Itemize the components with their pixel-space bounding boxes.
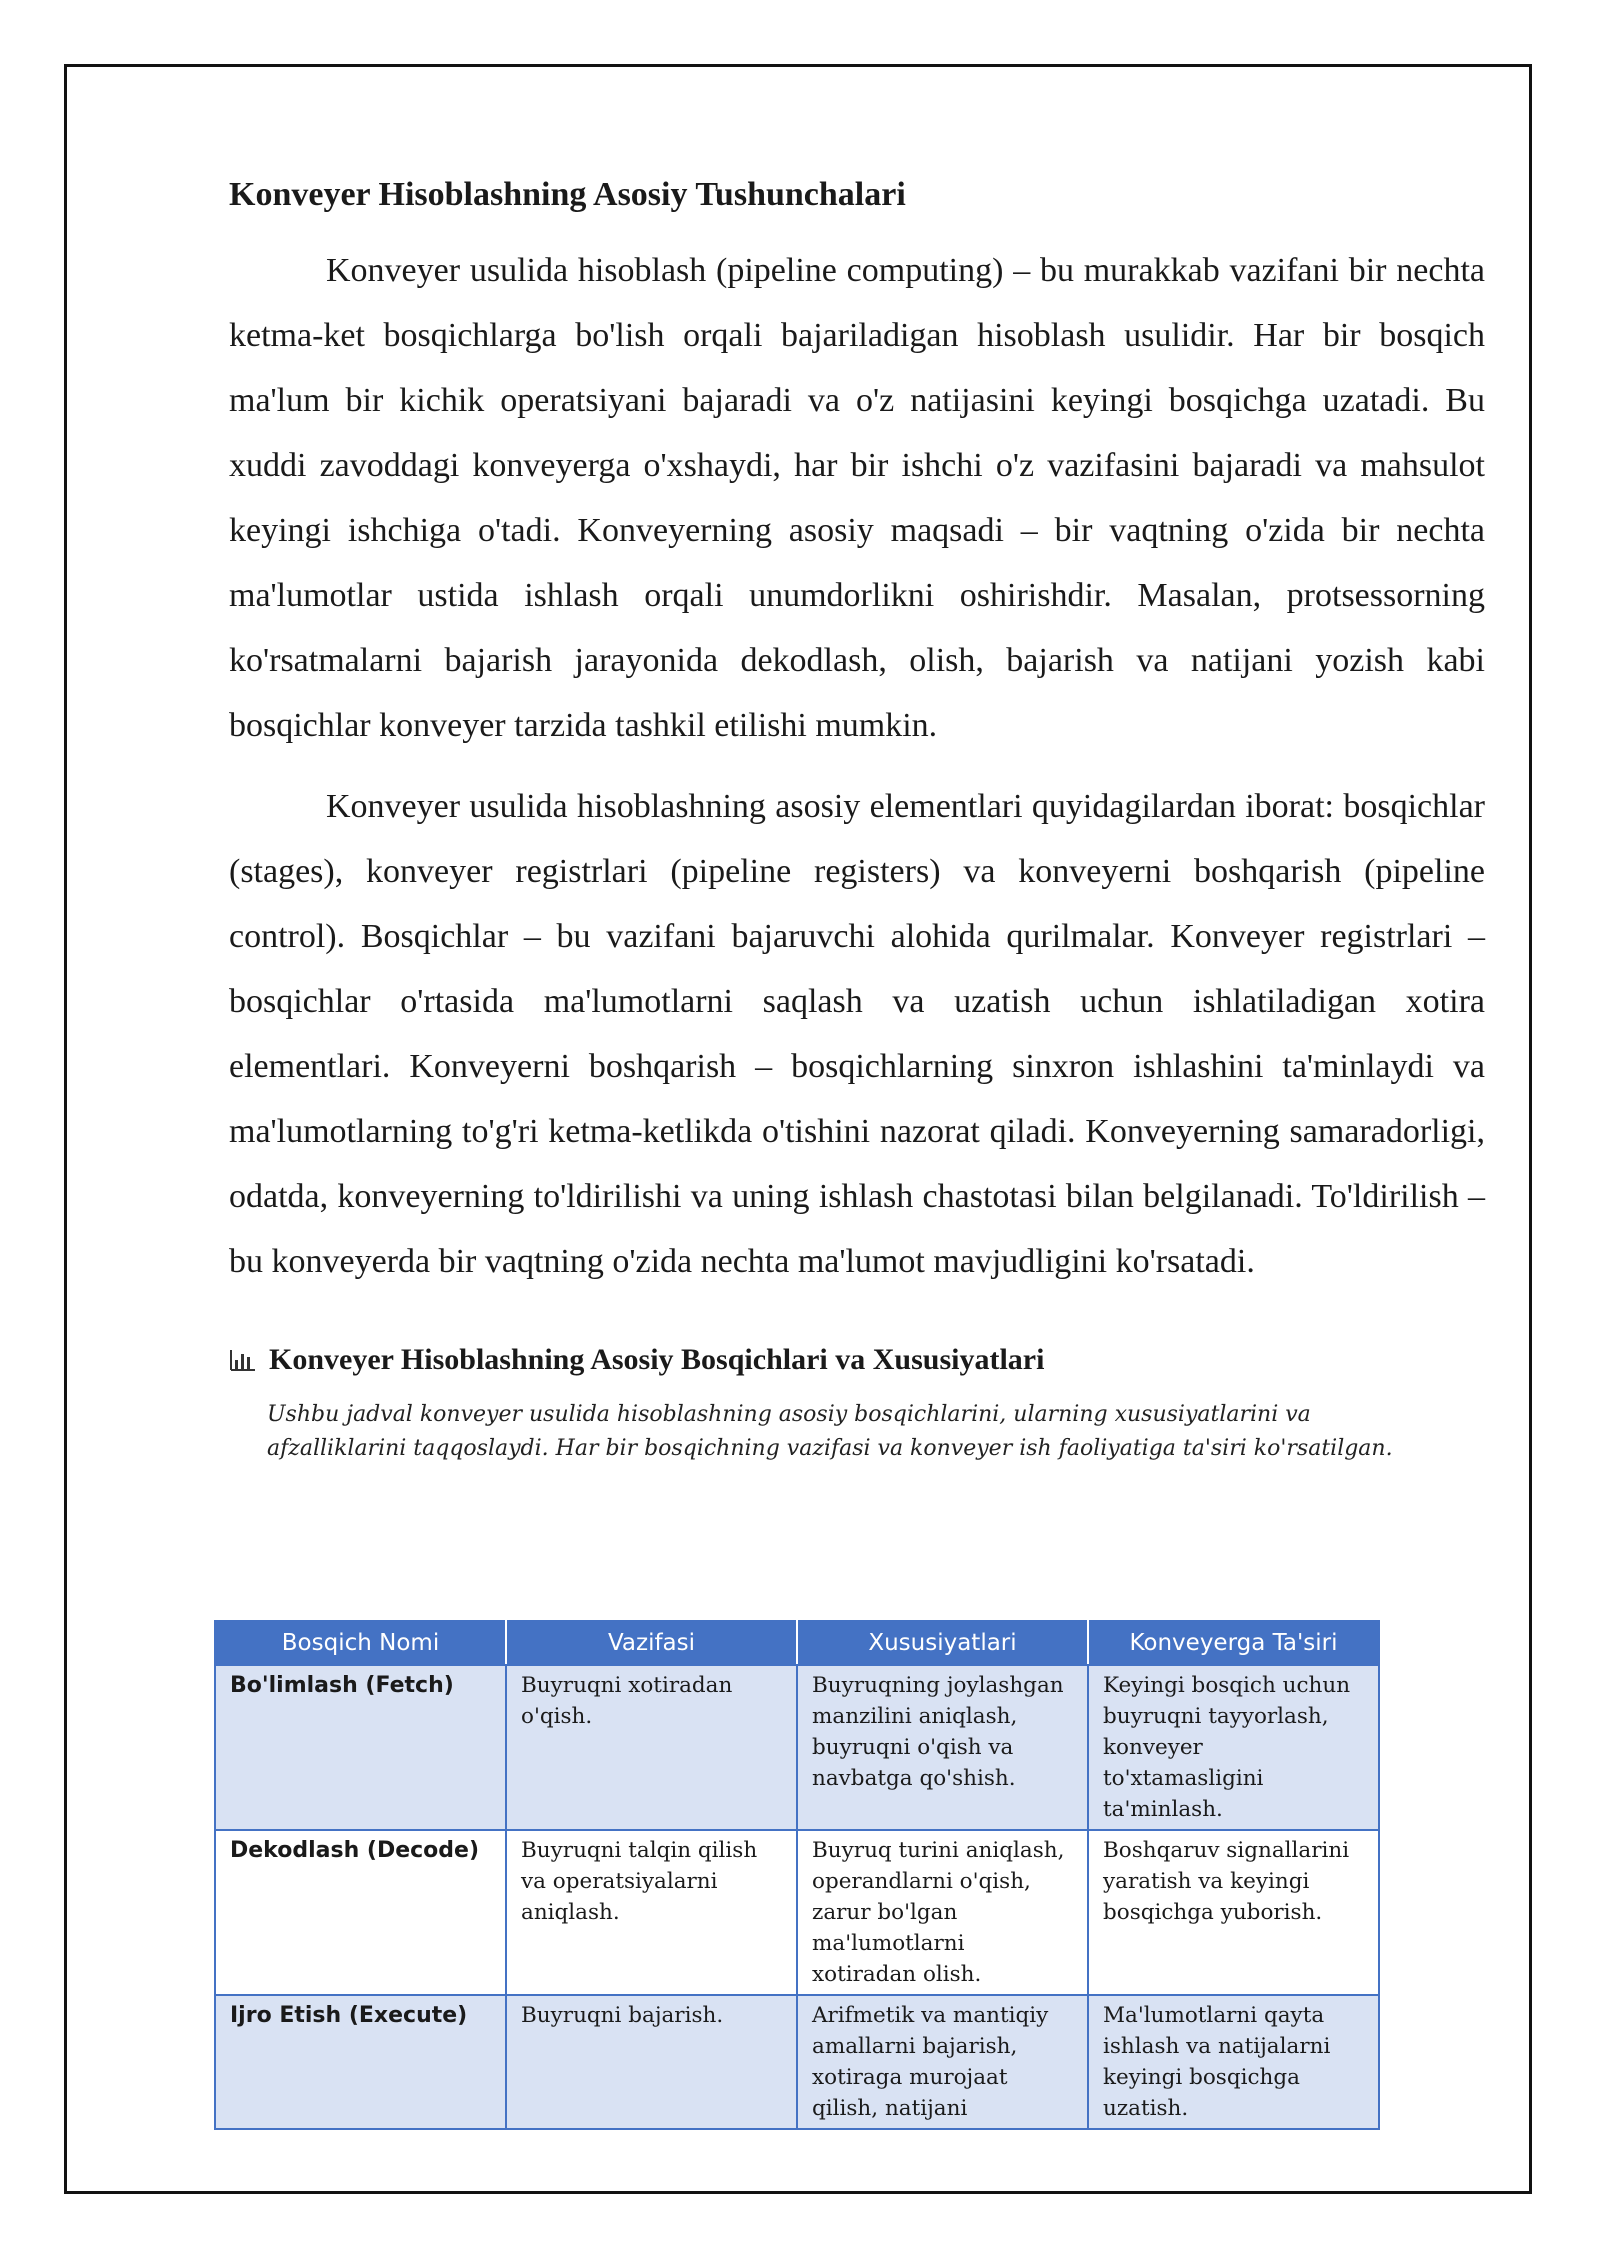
impact-cell: Keyingi bosqich uchun buyruqni tayyorlash, konveyer to'xtamasligini ta'minlash. bbox=[1088, 1665, 1379, 1830]
table-row bbox=[215, 1665, 1379, 1830]
impact-cell: Ma'lumotlarni qayta ishlash va natijalarni keyingi bosqichga uzatish. bbox=[1088, 1995, 1379, 2129]
table-row bbox=[215, 1995, 1379, 2129]
column-header-features: Xususiyatlari bbox=[797, 1621, 1088, 1665]
features-cell: Buyruq turini aniqlash, operandlarni o'qish, zarur bo'lgan ma'lumotlarni xotiradan olish. bbox=[797, 1830, 1088, 1995]
table-heading bbox=[229, 1340, 1485, 1380]
features-cell: Arifmetik va mantiqiy amallarni bajarish, xotiraga murojaat qilish, natijani bbox=[797, 1995, 1088, 2129]
stage-name-cell: Dekodlash (Decode) bbox=[215, 1830, 506, 1995]
stage-name-cell: Bo'limlash (Fetch) bbox=[215, 1665, 506, 1830]
column-header-impact: Konveyerga Ta'siri bbox=[1088, 1621, 1379, 1665]
table-header-row bbox=[215, 1621, 1379, 1665]
column-header-stage-name: Bosqich Nomi bbox=[215, 1621, 506, 1665]
stages-table-wrapper bbox=[214, 1620, 1378, 2130]
table-heading-text: Konveyer Hisoblashning Asosiy Bosqichlari va Xususiyatlari bbox=[269, 1343, 1045, 1376]
task-cell: Buyruqni xotiradan o'qish. bbox=[506, 1665, 797, 1830]
document-title: Konveyer Hisoblashning Asosiy Tushunchalari bbox=[229, 176, 906, 213]
table-caption: Ushbu jadval konveyer usulida hisoblashning asosiy bosqichlarini, ularning xususiyatlarini va afzalliklarini taqqoslaydi. Har bir bosqichning vazifasi va konveyer ish faoliyatiga ta'siri ko'rsatilgan. bbox=[267, 1402, 1393, 1461]
document-body bbox=[229, 172, 1485, 1466]
stage-name-cell: Ijro Etish (Execute) bbox=[215, 1995, 506, 2129]
column-header-task: Vazifasi bbox=[506, 1621, 797, 1665]
bar-chart-icon bbox=[229, 1348, 257, 1372]
features-cell: Buyruqning joylashgan manzilini aniqlash, buyruqni o'qish va navbatga qo'shish. bbox=[797, 1665, 1088, 1830]
impact-cell: Boshqaruv signallarini yaratish va keyingi bosqichga yuborish. bbox=[1088, 1830, 1379, 1995]
task-cell: Buyruqni talqin qilish va operatsiyalarni aniqlash. bbox=[506, 1830, 797, 1995]
paragraph-1: Konveyer usulida hisoblash (pipeline computing) – bu murakkab vazifani bir nechta ketma-ket bosqichlarga bo'lish orqali bajariladigan hisoblash usulidir. Har bir bosqich ma'lum bir kichik operatsiyani bajaradi va o'z natijasini keyingi bosqichga uzatadi. Bu xuddi zavoddagi konveyerga o'xshaydi, har bir ishchi o'z vazifasini bajaradi va mahsulot keyingi ishchiga o'tadi. Konveyerning asosiy maqsadi – bir vaqtning o'zida bir nechta ma'lumotlar ustida ishlash orqali unumdorlikni oshirishdir. Masalan, protsessorning ko'rsatmalarni bajarish jarayonida dekodlash, olish, bajarish va natijani yozish kabi bosqichlar konveyer tarzida tashkil etilishi mumkin. bbox=[229, 252, 1485, 744]
stages-table bbox=[214, 1620, 1380, 2130]
paragraph-2: Konveyer usulida hisoblashning asosiy elementlari quyidagilardan iborat: bosqichlar (stages), konveyer registrlari (pipeline registers) va konveyerni boshqarish (pipeline control). Bosqichlar – bu vazifani bajaruvchi alohida qurilmalar. Konveyer registrlari – bosqichlar o'rtasida ma'lumotlarni saqlash va uzatish uchun ishlatiladigan xotira elementlari. Konveyerni boshqarish – bosqichlarning sinxron ishlashini ta'minlaydi va ma'lumotlarning to'g'ri ketma-ketlikda o'tishini nazorat qiladi. Konveyerning samaradorligi, odatda, konveyerning to'ldirilishi va uning ishlash chastotasi bilan belgilanadi. To'ldirilish – bu konveyerda bir vaqtning o'zida nechta ma'lumot mavjudligini ko'rsatadi. bbox=[229, 788, 1485, 1280]
table-row bbox=[215, 1830, 1379, 1995]
task-cell: Buyruqni bajarish. bbox=[506, 1995, 797, 2129]
